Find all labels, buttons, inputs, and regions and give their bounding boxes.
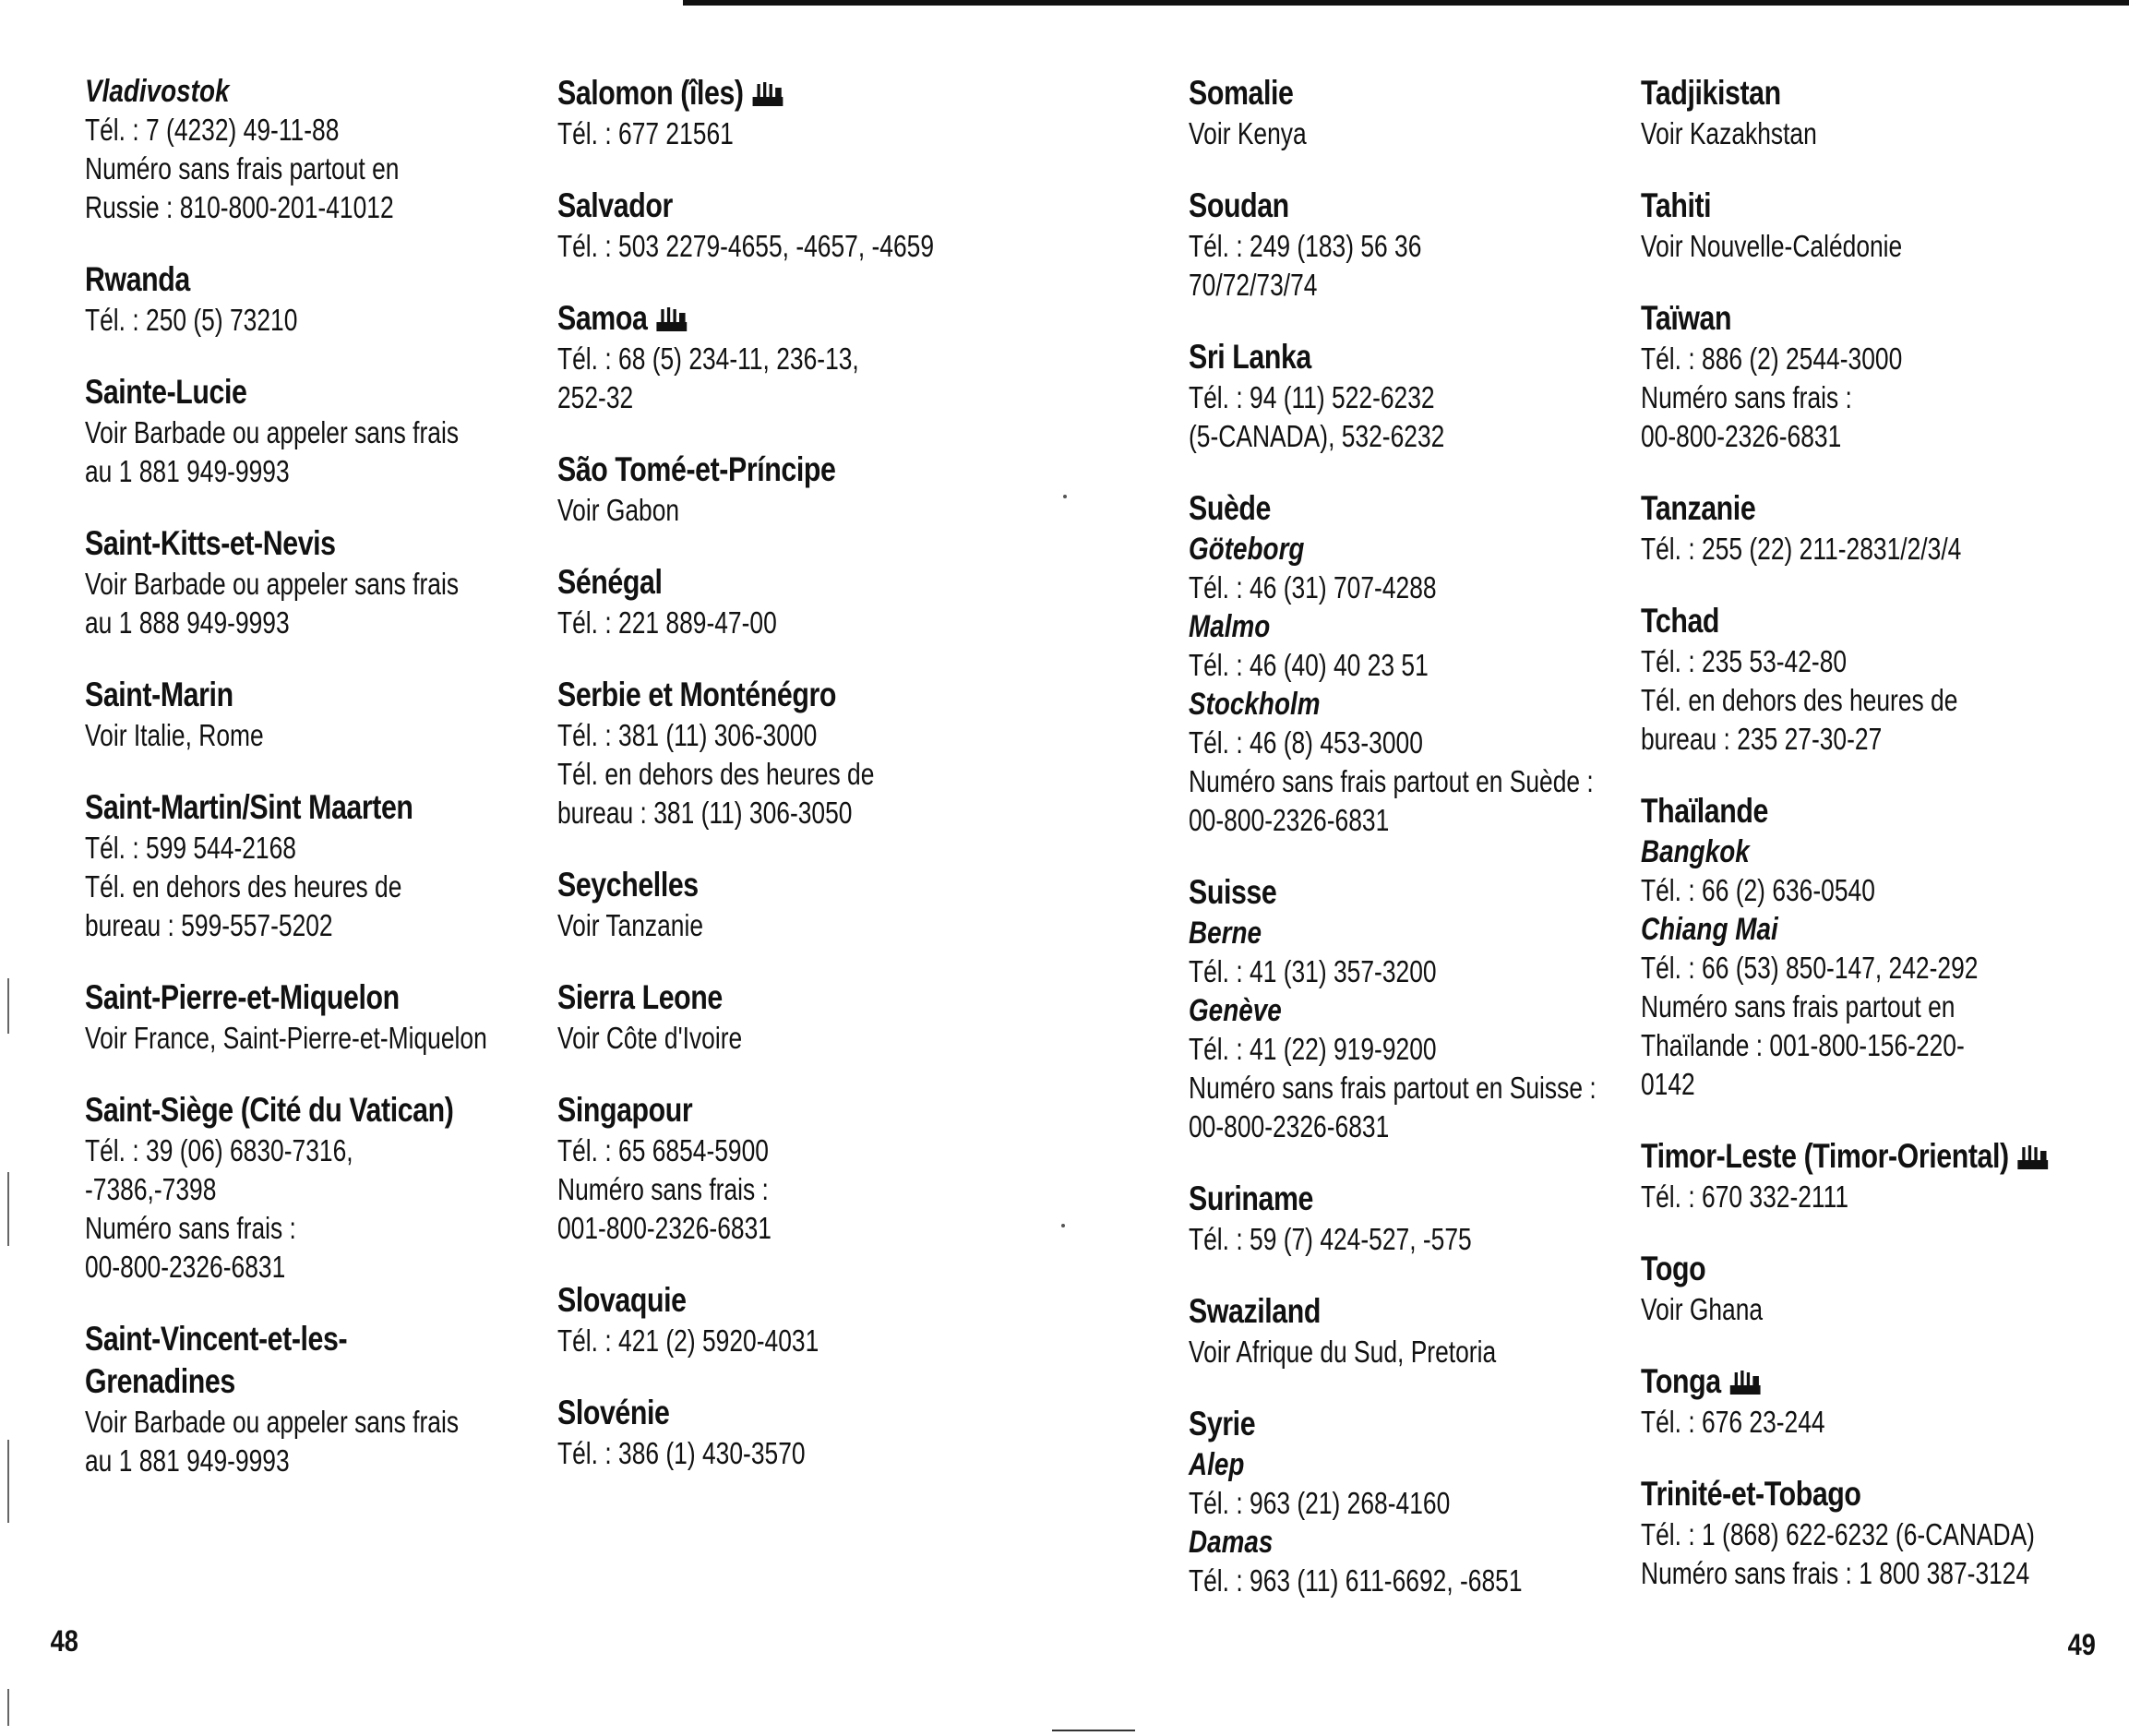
contact-line: Tél. : 68 (5) 234-11, 236-13,	[557, 341, 859, 376]
contact-line: Tél. : 65 6854-5900	[557, 1133, 769, 1167]
margin-mark	[7, 1689, 9, 1726]
directory-entry	[1641, 1473, 2121, 1593]
contact-line: Tél. : 66 (53) 850-147, 242-292	[1641, 951, 1979, 985]
directory-entry	[557, 185, 1037, 266]
contact-line: au 1 881 949-9993	[85, 454, 290, 488]
contact-line: Tél. : 963 (11) 611-6692, -6851	[1189, 1563, 1523, 1598]
stray-dot	[1063, 495, 1067, 498]
contact-line: Tél. en dehors des heures de	[85, 869, 402, 904]
directory-entry	[557, 674, 1037, 832]
contact-line: Voir Gabon	[557, 493, 680, 527]
directory-entry	[1189, 336, 1669, 456]
directory-entry	[85, 258, 565, 340]
directory-entry	[1641, 72, 2121, 153]
directory-entry	[85, 522, 565, 642]
country-name: Taïwan	[1641, 299, 1732, 337]
contact-line: Tél. : 886 (2) 2544-3000	[1641, 341, 1903, 376]
directory-entry	[85, 1089, 565, 1287]
country-name: Togo	[1641, 1250, 1706, 1287]
city-name: Bangkok	[1641, 834, 1750, 869]
contact-line: au 1 888 949-9993	[85, 605, 290, 640]
directory-entry	[85, 786, 565, 945]
contact-line: Tél. : 677 21561	[557, 116, 734, 150]
contact-line: Voir Barbade ou appeler sans frais	[85, 415, 460, 449]
country-name: Suisse	[1189, 873, 1277, 911]
contact-line: Tél. : 250 (5) 73210	[85, 303, 298, 337]
directory-entry	[557, 864, 1037, 945]
column-2	[557, 72, 1037, 1504]
contact-line: Tél. : 46 (31) 707-4288	[1189, 570, 1437, 605]
contact-line: Tél. en dehors des heures de	[1641, 683, 1958, 717]
directory-entry	[85, 371, 565, 491]
country-label: Samoa	[557, 299, 648, 337]
contact-line: 70/72/73/74	[1189, 268, 1318, 302]
country-name: Saint-Kitts-et-Nevis	[85, 524, 336, 562]
contact-line: 0142	[1641, 1067, 1695, 1101]
contact-line: Tél. : 221 889-47-00	[557, 605, 777, 640]
city-name: Stockholm	[1189, 687, 1321, 722]
column-4	[1641, 72, 2121, 1624]
directory-entry	[557, 561, 1037, 642]
country-name: Singapour	[557, 1091, 693, 1129]
country-name: Salvador	[557, 186, 673, 224]
directory-entry	[85, 674, 565, 755]
contact-line: Tél. : 39 (06) 6830-7316,	[85, 1133, 353, 1167]
directory-entry	[557, 297, 1037, 417]
directory-entry	[557, 976, 1037, 1058]
contact-line: (5-CANADA), 532-6232	[1189, 419, 1445, 453]
contact-line: Voir Tanzanie	[557, 908, 704, 942]
directory-entry	[1641, 487, 2121, 569]
top-rule	[683, 0, 2129, 6]
contact-line: Tél. : 599 544-2168	[85, 831, 296, 865]
contact-line: Tél. : 41 (22) 919-9200	[1189, 1032, 1437, 1066]
country-name: São Tomé-et-Príncipe	[557, 450, 836, 488]
contact-line: Thaïlande : 001-800-156-220-	[1641, 1028, 1965, 1062]
directory-entry	[557, 1089, 1037, 1248]
country-name: Saint-Siège (Cité du Vatican)	[85, 1091, 454, 1129]
contact-line: 00-800-2326-6831	[1189, 803, 1390, 837]
city-name: Chiang Mai	[1641, 912, 1778, 947]
directory-entry	[1641, 1135, 2121, 1216]
contact-line: 00-800-2326-6831	[1189, 1109, 1390, 1143]
country-name: Slovénie	[557, 1394, 670, 1431]
country-name: Saint-Marin	[85, 676, 233, 713]
directory-entry	[85, 1318, 565, 1480]
stray-dot	[1061, 1224, 1065, 1227]
directory-entry	[1641, 1248, 2121, 1329]
country-name: Syrie	[1189, 1405, 1256, 1443]
directory-entry	[1641, 297, 2121, 456]
country-name: Tchad	[1641, 602, 1720, 640]
margin-mark	[7, 1440, 9, 1523]
country-name: Saint-Pierre-et-Miquelon	[85, 978, 400, 1016]
directory-entry	[1189, 72, 1669, 153]
country-name: Trinité-et-Tobago	[1641, 1475, 1861, 1513]
contact-line: 001-800-2326-6831	[557, 1211, 771, 1245]
directory-entry	[1189, 1178, 1669, 1259]
margin-mark	[7, 1172, 9, 1246]
contact-line: Numéro sans frais partout en	[1641, 989, 1956, 1024]
contact-line: Voir Afrique du Sud, Pretoria	[1189, 1335, 1497, 1369]
directory-entry	[1189, 1290, 1669, 1371]
contact-line: Tél. : 381 (11) 306-3000	[557, 718, 818, 752]
country-name: Swaziland	[1189, 1292, 1322, 1330]
contact-line: Tél. : 94 (11) 522-6232	[1189, 380, 1435, 414]
contact-line: Tél. : 1 (868) 622-6232 (6-CANADA)	[1641, 1517, 2035, 1551]
city-name: Göteborg	[1189, 532, 1305, 567]
contact-line: Voir Nouvelle-Calédonie	[1641, 229, 1903, 263]
country-name: Soudan	[1189, 186, 1289, 224]
country-name: Rwanda	[85, 260, 190, 298]
contact-line: au 1 881 949-9993	[85, 1443, 290, 1478]
contact-line: bureau : 599-557-5202	[85, 908, 333, 942]
directory-entry	[85, 72, 565, 227]
margin-mark	[7, 978, 9, 1034]
contact-line: Voir Barbade ou appeler sans frais	[85, 567, 460, 601]
country-name	[557, 72, 951, 114]
directory-entry	[1641, 790, 2121, 1104]
contact-line: Tél. : 676 23-244	[1641, 1405, 1825, 1439]
directory-entry	[1641, 1360, 2121, 1442]
country-name	[1641, 1360, 2034, 1403]
contact-line: Tél. : 66 (2) 636-0540	[1641, 873, 1875, 907]
directory-entry	[557, 72, 1037, 153]
contact-line: bureau : 235 27-30-27	[1641, 722, 1883, 756]
contact-line: Tél. : 386 (1) 430-3570	[557, 1436, 806, 1470]
contact-line: Tél. : 255 (22) 211-2831/2/3/4	[1641, 532, 1962, 566]
country-name: Sénégal	[557, 563, 663, 601]
contact-line: Tél. : 503 2279-4655, -4657, -4659	[557, 229, 935, 263]
country-name	[1641, 1135, 2034, 1178]
service-point-icon	[655, 304, 688, 333]
country-name: Suède	[1189, 489, 1272, 527]
directory-entry	[1641, 185, 2121, 266]
country-name: Sierra Leone	[557, 978, 723, 1016]
column-3	[1189, 72, 1669, 1632]
contact-line: Tél. : 670 332-2111	[1641, 1179, 1849, 1214]
contact-line: Voir France, Saint-Pierre-et-Miquelon	[85, 1021, 487, 1055]
contact-line: Voir Côte d'Ivoire	[557, 1021, 743, 1055]
page-number-right: 49	[2067, 1628, 2096, 1661]
directory-entry	[1189, 185, 1669, 305]
contact-line: Tél. : 41 (31) 357-3200	[1189, 954, 1437, 988]
country-name: Sri Lanka	[1189, 338, 1311, 376]
contact-line: Tél. : 249 (183) 56 36	[1189, 229, 1422, 263]
contact-line: bureau : 381 (11) 306-3050	[557, 796, 853, 830]
country-label: Tonga	[1641, 1362, 1721, 1400]
city-name: Damas	[1189, 1525, 1274, 1560]
contact-line: Tél. : 963 (21) 268-4160	[1189, 1486, 1451, 1520]
contact-line: Tél. en dehors des heures de	[557, 757, 875, 791]
contact-line: Tél. : 421 (2) 5920-4031	[557, 1323, 819, 1358]
contact-line: Voir Italie, Rome	[85, 718, 264, 752]
directory-entry	[1641, 600, 2121, 759]
directory-entry	[557, 449, 1037, 530]
country-name-continued: Grenadines	[85, 1362, 235, 1400]
city-name: Malmo	[1189, 609, 1271, 644]
directory-entry	[557, 1279, 1037, 1360]
contact-line: 252-32	[557, 380, 634, 414]
directory-entry	[1189, 871, 1669, 1146]
contact-line: Numéro sans frais :	[85, 1211, 296, 1245]
directory-entry	[1189, 1403, 1669, 1600]
contact-line: Tél. : 7 (4232) 49-11-88	[85, 113, 340, 147]
contact-line: Voir Kenya	[1189, 116, 1307, 150]
country-name: Tanzanie	[1641, 489, 1756, 527]
country-name	[557, 297, 951, 340]
country-name: Tadjikistan	[1641, 74, 1781, 112]
country-name: Slovaquie	[557, 1281, 687, 1319]
country-name: Saint-Vincent-et-les-	[85, 1320, 348, 1358]
country-name: Thaïlande	[1641, 792, 1768, 830]
contact-line: Numéro sans frais :	[557, 1172, 769, 1206]
city-name: Alep	[1189, 1447, 1245, 1482]
contact-line: Numéro sans frais partout en	[85, 151, 400, 186]
country-label: Timor-Leste (Timor-Oriental)	[1641, 1137, 2009, 1175]
service-point-icon	[751, 78, 784, 108]
directory-entry	[85, 976, 565, 1058]
contact-line: Numéro sans frais :	[1641, 380, 1852, 414]
service-point-icon	[1728, 1367, 1762, 1396]
contact-line: 00-800-2326-6831	[1641, 419, 1842, 453]
country-name: Tahiti	[1641, 186, 1712, 224]
country-name: Saint-Martin/Sint Maarten	[85, 788, 413, 826]
city-name: Vladivostok	[85, 74, 230, 109]
contact-line: Voir Kazakhstan	[1641, 116, 1817, 150]
directory-entry	[557, 1392, 1037, 1473]
contact-line: Tél. : 46 (8) 453-3000	[1189, 725, 1423, 760]
contact-line: Tél. : 59 (7) 424-527, -575	[1189, 1222, 1472, 1256]
contact-line: Numéro sans frais partout en Suède :	[1189, 764, 1594, 798]
country-name: Serbie et Monténégro	[557, 676, 836, 713]
contact-line: Tél. : 235 53-42-80	[1641, 644, 1848, 678]
column-1	[85, 72, 565, 1512]
service-point-icon	[2016, 1142, 2050, 1171]
bottom-dash	[1052, 1730, 1135, 1731]
directory-entry	[1189, 487, 1669, 840]
page-number-left: 48	[50, 1624, 78, 1658]
contact-line: Voir Barbade ou appeler sans frais	[85, 1405, 460, 1439]
country-label: Salomon (îles)	[557, 74, 744, 112]
contact-line: -7386,-7398	[85, 1172, 217, 1206]
contact-line: Voir Ghana	[1641, 1292, 1764, 1326]
country-name: Somalie	[1189, 74, 1294, 112]
contact-line: Tél. : 46 (40) 40 23 51	[1189, 648, 1429, 682]
contact-line: Numéro sans frais partout en Suisse :	[1189, 1071, 1597, 1105]
city-name: Genève	[1189, 993, 1282, 1028]
country-name: Suriname	[1189, 1179, 1313, 1217]
contact-line: Numéro sans frais : 1 800 387-3124	[1641, 1556, 2030, 1590]
contact-line: Russie : 810-800-201-41012	[85, 190, 394, 224]
contact-line: 00-800-2326-6831	[85, 1250, 286, 1284]
country-name: Seychelles	[557, 866, 699, 904]
city-name: Berne	[1189, 916, 1262, 951]
country-name: Sainte-Lucie	[85, 373, 247, 411]
